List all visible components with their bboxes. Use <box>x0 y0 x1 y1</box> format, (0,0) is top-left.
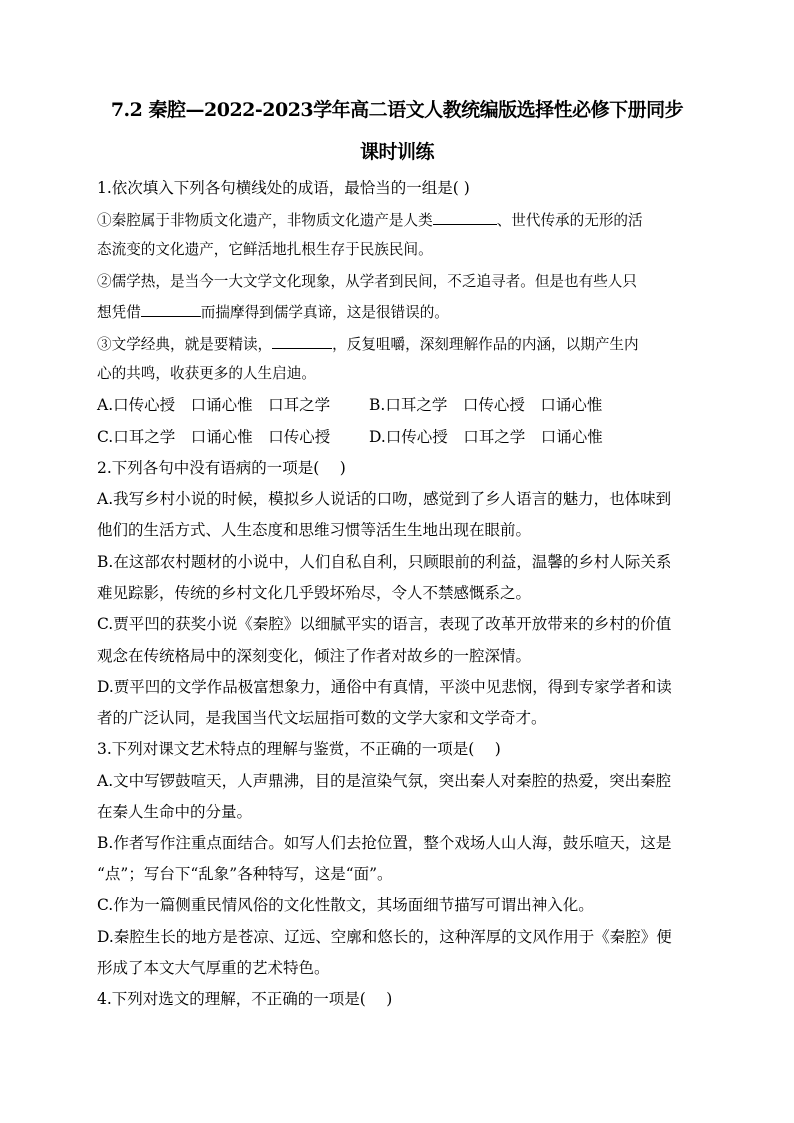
document-title-line-1: 7.2 秦腔—2022-2023学年高二语文人教统编版选择性必修下册同步 <box>110 99 684 121</box>
question-3-option-d-line-1: D.秦腔生长的地方是苍凉、辽远、空廓和悠长的，这种浑厚的文风作用于《秦腔》便 <box>97 928 672 946</box>
question-3-option-a-line-1: A.文中写锣鼓喧天，人声鼎沸，目的是渲染气氛，突出秦人对秦腔的热爱，突出秦腔 <box>97 772 672 790</box>
question-1-stem: 1.依次填入下列各句横线处的成语，最恰当的一组是( ) <box>97 179 470 197</box>
sentence-text: ①秦腔属于非物质文化遗产，非物质文化遗产是人类 <box>97 212 433 229</box>
question-1-sentence-2-line-1: ②儒学热，是当今一大文学文化现象，从学者到民间，不乏追寻者。但是也有些人只 <box>97 273 637 290</box>
question-1-sentence-1-line-1 <box>97 210 643 231</box>
question-1-options-row-1 <box>97 395 602 415</box>
question-2-option-b-line-2: 难见踪影，传统的乡村文化几乎毁坏殆尽，令人不禁感慨系之。 <box>97 584 532 602</box>
option-d: D.口传心授 口耳之学 口诵心惟 <box>369 428 603 446</box>
question-2-option-c-line-1: C.贾平凹的获奖小说《秦腔》以细腻平实的语言，表现了改革开放带来的乡村的价值 <box>97 615 672 633</box>
answer-blank <box>433 210 497 225</box>
answer-blank <box>272 334 332 349</box>
question-4-stem: 4.下列对选文的理解，不正确的一项是( ) <box>97 990 393 1008</box>
question-2-option-a-line-2: 他们的生活方式、人生态度和思维习惯等活生生地出现在眼前。 <box>97 521 532 539</box>
question-2-option-d-line-1: D.贾平凹的文学作品极富想象力，通俗中有真情，平淡中见悲悯，得到专家学者和读 <box>97 678 672 696</box>
question-2-option-c-line-2: 观念在传统格局中的深刻变化，倾注了作者对故乡的一腔深情。 <box>97 647 532 665</box>
question-2-option-b-line-1: B.在这部农村题材的小说中，人们自私自利，只顾眼前的利益，温馨的乡村人际关系 <box>97 553 672 571</box>
question-3-option-b-line-1: B.作者写作注重点面结合。如写人们去抢位置，整个戏场人山人海，鼓乐喧天，这是 <box>97 834 672 852</box>
option-c: C.口耳之学 口诵心惟 口传心授 <box>97 428 331 446</box>
sentence-text: ③文学经典，就是要精读， <box>97 336 273 353</box>
question-2-stem: 2.下列各句中没有语病的一项是( ) <box>97 459 346 477</box>
question-3-option-b-line-2: “点”；写台下“乱象”各种特写，这是“面”。 <box>97 865 393 883</box>
answer-blank <box>141 302 201 317</box>
sentence-text: 、世代传承的无形的活 <box>496 212 643 229</box>
question-3-option-c-line-1: C.作为一篇侧重民情风俗的文化性散文，其场面细节描写可谓出神入化。 <box>97 896 594 914</box>
question-1-sentence-3-line-2: 心的共鸣，收获更多的人生启迪。 <box>97 365 316 382</box>
question-1-sentence-2-line-2 <box>97 302 449 323</box>
question-2-option-d-line-2: 者的广泛认同，是我国当代文坛屈指可数的文学大家和文学奇才。 <box>97 709 547 727</box>
question-1-sentence-1-line-2: 态流变的文化遗产，它鲜活地扎根生存于民族民间。 <box>97 241 433 258</box>
question-3-option-a-line-2: 在秦人生命中的分量。 <box>97 803 253 821</box>
document-title-line-2: 课时训练 <box>359 141 434 163</box>
question-3-option-d-line-2: 形成了本文大气厚重的艺术特色。 <box>97 959 330 977</box>
question-2-option-a-line-1: A.我写乡村小说的时候，模拟乡人说话的口吻，感觉到了乡人语言的魅力，也体味到 <box>97 490 672 508</box>
option-a: A.口传心授 口诵心惟 口耳之学 <box>97 396 331 414</box>
sentence-text: ，反复咀嚼，深刻理解作品的内涵，以期产生内 <box>332 336 639 353</box>
option-b: B.口耳之学 口传心授 口诵心惟 <box>369 396 603 414</box>
sentence-text: 而揣摩得到儒学真谛，这是很错误的。 <box>200 304 449 321</box>
sentence-text: 想凭借 <box>97 304 141 321</box>
question-3-stem: 3.下列对课文艺术特点的理解与鉴赏，不正确的一项是( ) <box>97 740 501 758</box>
question-1-sentence-3-line-1 <box>97 334 639 355</box>
question-1-options-row-2 <box>97 427 603 447</box>
